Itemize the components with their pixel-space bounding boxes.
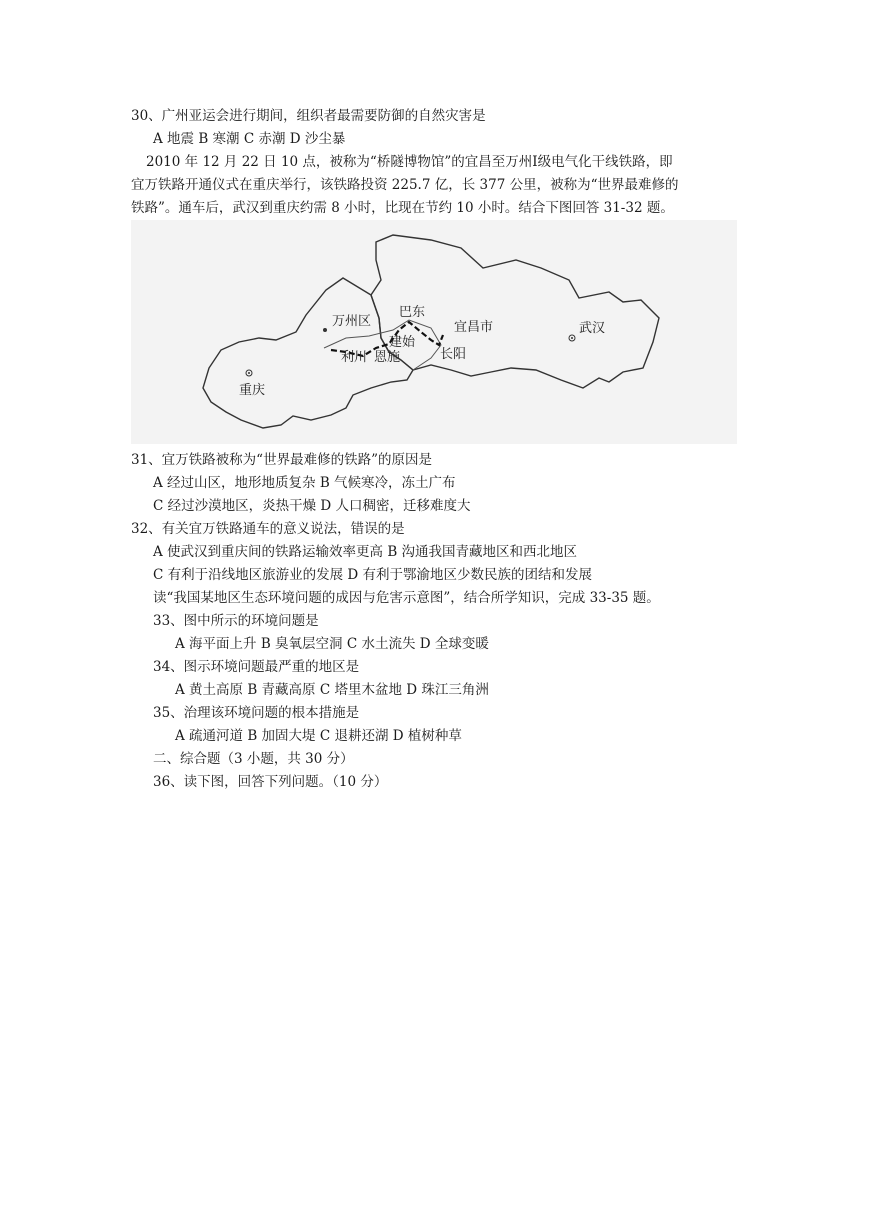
wuhan-dot-center [571, 337, 573, 339]
q34-stem: 34、图示环境问题最严重的地区是 [153, 659, 360, 675]
q30-stem: 30、广州亚运会进行期间，组织者最需要防御的自然灾害是 [131, 108, 486, 124]
railway-map [131, 220, 737, 444]
label-jianshi: 建始 [389, 335, 416, 350]
q31-stem: 31、宜万铁路被称为“世界最难修的铁路”的原因是 [131, 452, 432, 468]
intro-paragraph-line3: 铁路”。通车后，武汉到重庆约需 8 小时，比现在节约 10 小时。结合下图回答 31-32 题。 [131, 200, 674, 216]
q32-options-cd: C 有利于沿线地区旅游业的发展 D 有利于鄂渝地区少数民族的团结和发展 [153, 567, 593, 583]
q32-options-ab: A 使武汉到重庆间的铁路运输效率更高 B 沟通我国青藏地区和西北地区 [153, 544, 578, 560]
label-lichuan: 利川 [341, 350, 368, 365]
label-yichang: 宜昌市 [454, 320, 494, 335]
section2-heading: 二、综合题（3 小题，共 30 分） [153, 751, 354, 767]
label-badong: 巴东 [399, 305, 426, 320]
q33-options: A 海平面上升 B 臭氧层空洞 C 水土流失 D 全球变暖 [175, 636, 489, 652]
intro-33-35: 读“我国某地区生态环境问题的成因与危害示意图”，结合所学知识，完成 33-35 题。 [153, 590, 660, 606]
q35-stem: 35、治理该环境问题的根本措施是 [153, 705, 360, 721]
label-wuhan: 武汉 [579, 321, 606, 336]
label-wanzhou: 万州区 [332, 314, 372, 329]
label-chongqing: 重庆 [239, 383, 266, 398]
intro-paragraph-line2: 宜万铁路开通仪式在重庆举行，该铁路投资 225.7 亿，长 377 公里，被称为“世界最难修的 [131, 177, 679, 193]
map-svg [131, 220, 737, 444]
q31-options-ab: A 经过山区，地形地质复杂 B 气候寒冷，冻土广布 [153, 475, 456, 491]
q35-options: A 疏通河道 B 加固大堤 C 退耕还湖 D 植树种草 [175, 728, 462, 744]
q34-options: A 黄土高原 B 青藏高原 C 塔里木盆地 D 珠江三角洲 [175, 682, 489, 698]
q30-options: A 地震 B 寒潮 C 赤潮 D 沙尘暴 [153, 131, 346, 147]
chongqing-dot-center [248, 372, 250, 374]
wanzhou-dot [323, 328, 327, 332]
label-changyang: 长阳 [440, 347, 467, 362]
label-enshi: 恩施 [374, 350, 401, 365]
q32-stem: 32、有关宜万铁路通车的意义说法，错误的是 [131, 521, 405, 537]
q36-stem: 36、读下图，回答下列问题。（10 分） [153, 774, 388, 790]
q31-options-cd: C 经过沙漠地区，炎热干燥 D 人口稠密，迁移难度大 [153, 498, 471, 514]
q33-stem: 33、图中所示的环境问题是 [153, 613, 319, 629]
intro-paragraph-line1: 2010 年 12 月 22 日 10 点，被称为“桥隧博物馆”的宜昌至万州Ⅰ级电气化干线铁路，即 [146, 154, 673, 170]
